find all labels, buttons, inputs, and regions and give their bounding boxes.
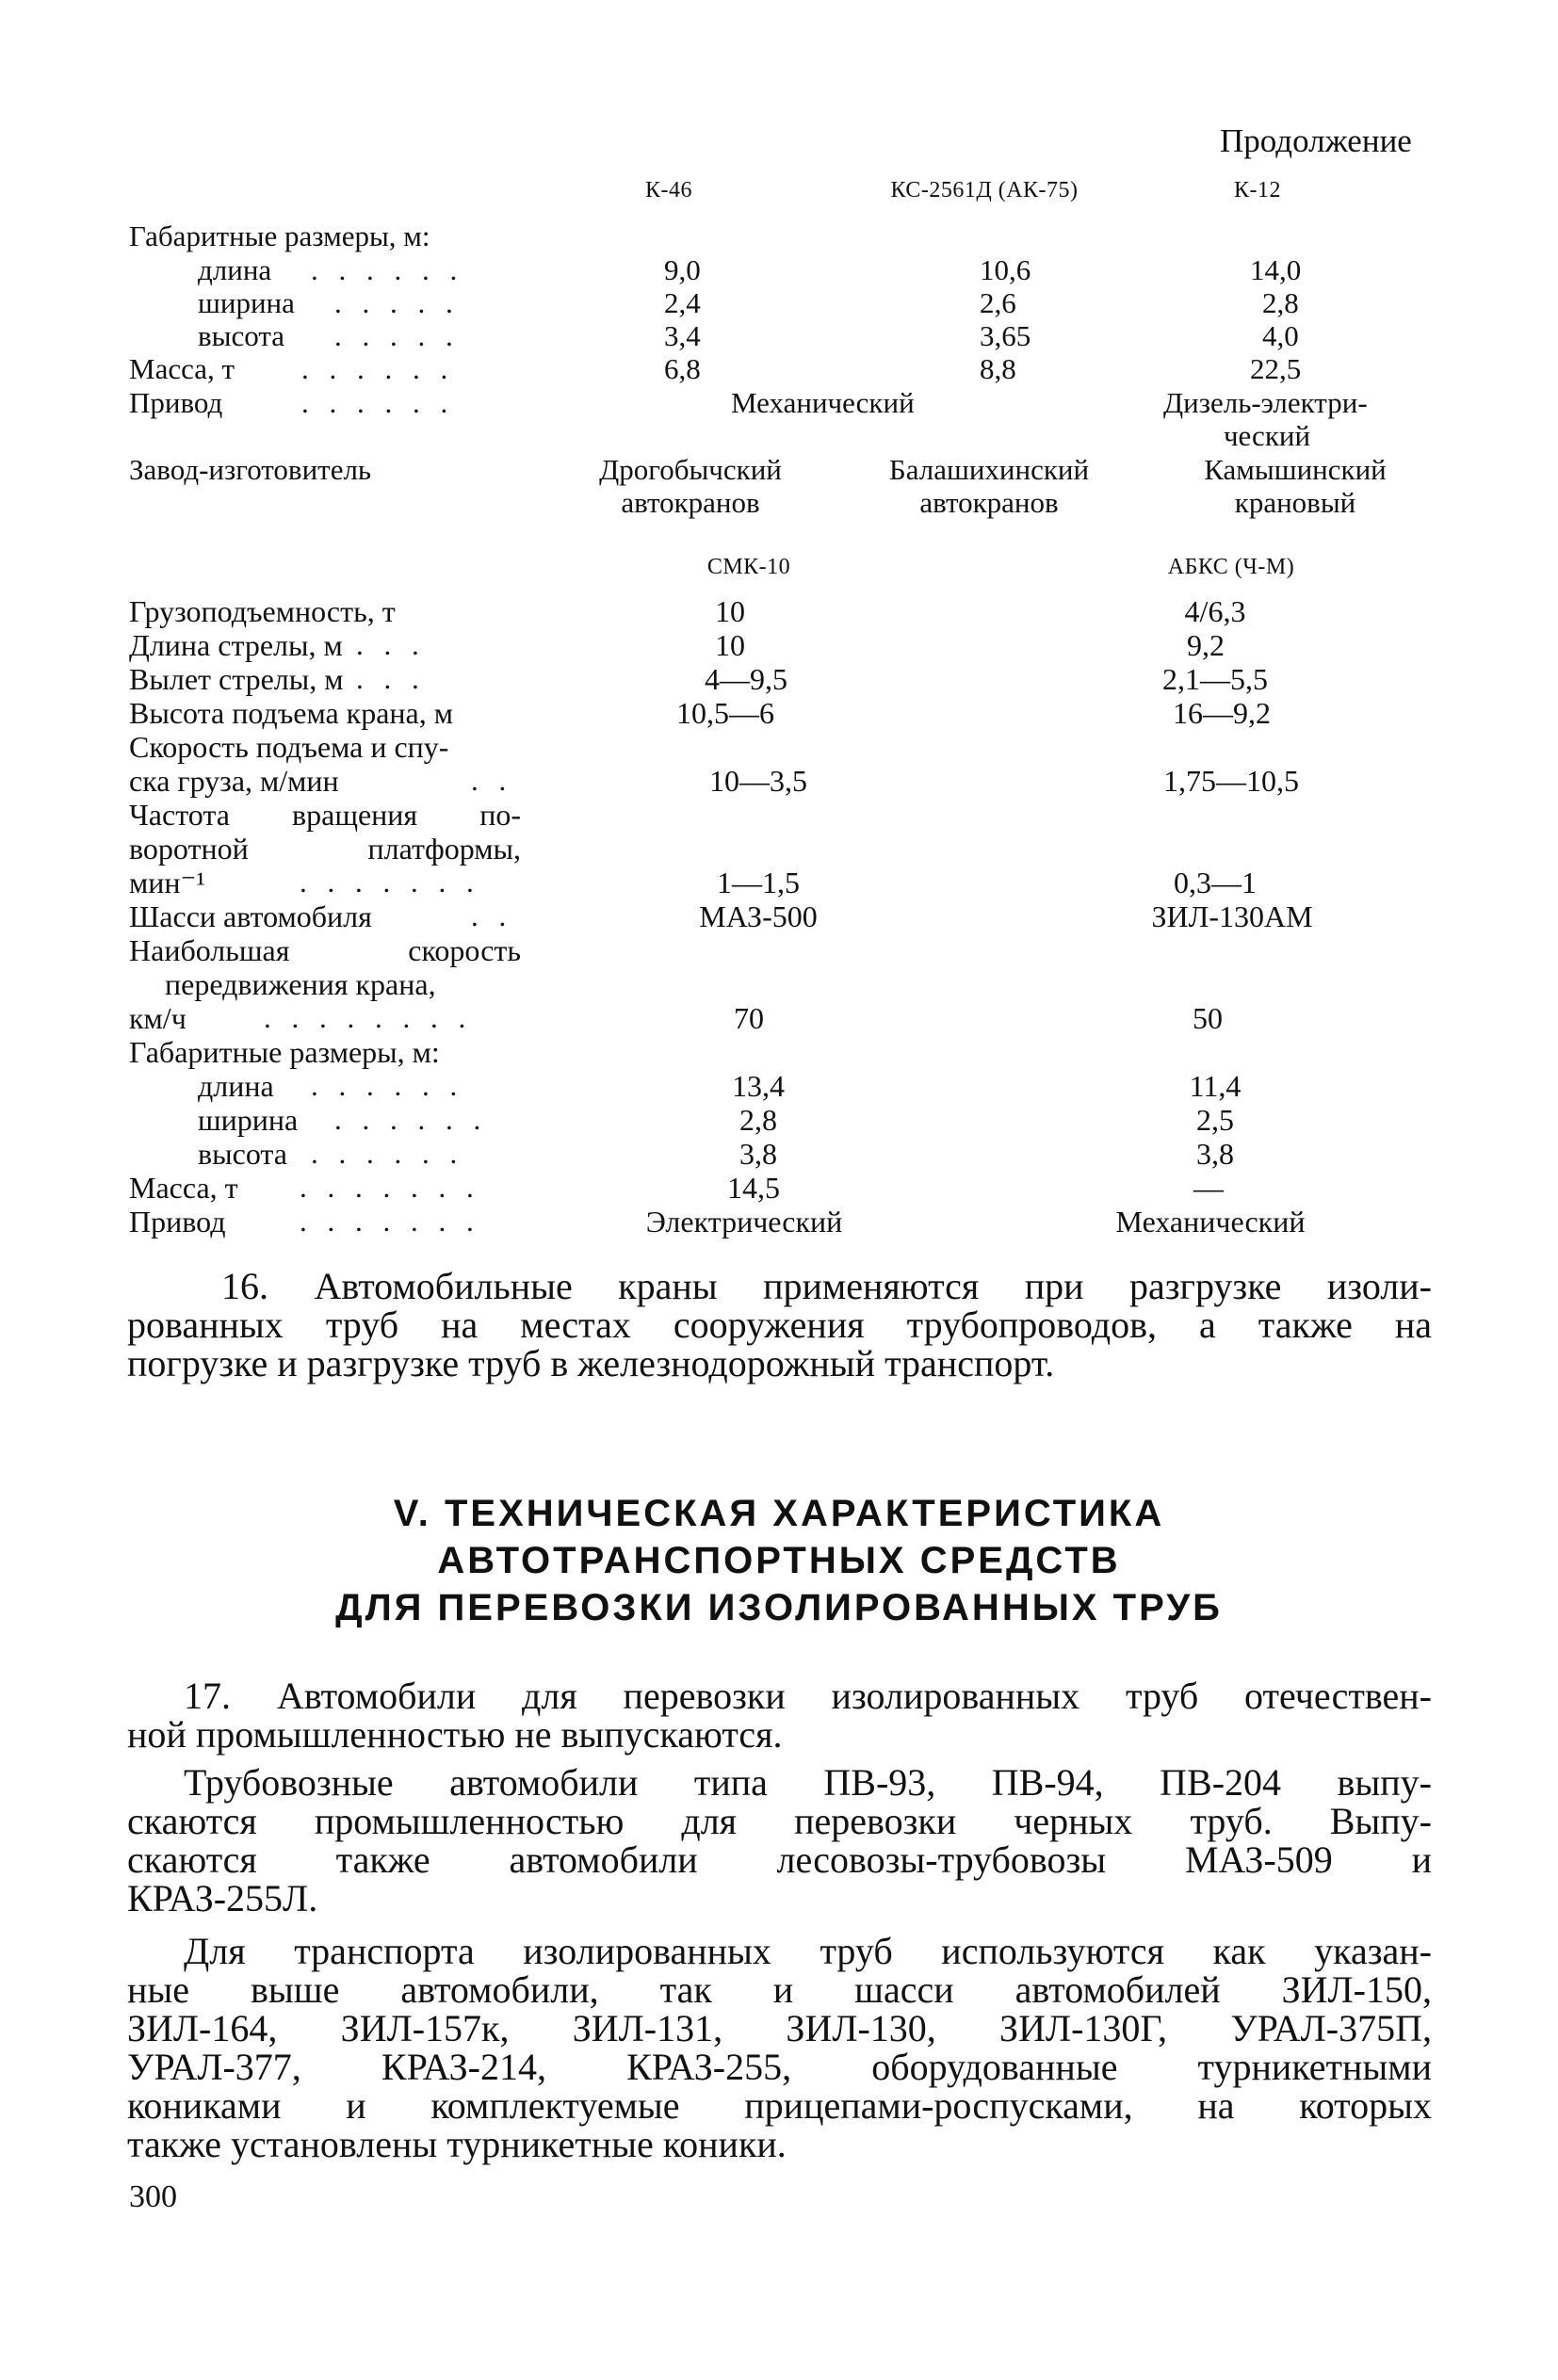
leader-dots: . . . . . . bbox=[301, 352, 455, 385]
leader-dots: . . . bbox=[356, 662, 426, 695]
row-label: передвижения крана, bbox=[165, 967, 436, 1001]
text-line: Для транспорта изолированных труб используются как указан- bbox=[184, 1930, 1432, 1972]
cell-value: 10,6 bbox=[980, 253, 1031, 286]
leader-dots: . . . . . . bbox=[301, 386, 455, 419]
cell-value: Камышинский bbox=[1204, 453, 1387, 486]
cell-value: Дрогобычский bbox=[599, 453, 782, 486]
text-line: кониками и комплектуемые прицепами-роспусками, на которых bbox=[127, 2084, 1432, 2127]
column-header: АБКС (Ч-М) bbox=[1167, 555, 1295, 579]
page-number: 300 bbox=[129, 2179, 177, 2214]
row-label: ширина bbox=[198, 1103, 299, 1137]
cell-value: 50 bbox=[1193, 1001, 1223, 1035]
leader-dots: . . . . . . bbox=[311, 253, 464, 286]
cell-value: МАЗ-500 bbox=[699, 899, 818, 933]
leader-dots: . . . . . bbox=[334, 319, 460, 352]
cell-value: 3,8 bbox=[739, 1137, 777, 1171]
cell-value: 14,5 bbox=[727, 1171, 780, 1205]
text-line: УРАЛ-377, КРАЗ-214, КРАЗ-255, оборудованные турникетными bbox=[127, 2046, 1432, 2088]
row-label: км/ч bbox=[129, 1001, 187, 1035]
row-label: Скорость подъема и спу- bbox=[129, 730, 449, 764]
cell-value: 1,75—10,5 bbox=[1163, 764, 1299, 798]
row-label: Масса, т bbox=[129, 1171, 238, 1205]
cell-value: 3,65 bbox=[980, 319, 1031, 352]
cell-value: 2,8 bbox=[739, 1103, 777, 1137]
leader-dots: . . . . . . bbox=[334, 1103, 488, 1136]
cell-value: 0,3—1 bbox=[1174, 866, 1257, 899]
text-line: скаются промышленностью для перевозки черных труб. Выпу- bbox=[127, 1800, 1432, 1842]
column-header: СМК-10 bbox=[706, 555, 791, 579]
text-line: ной промышленностью не выпускаются. bbox=[127, 1713, 783, 1756]
row-label: ска груза, м/мин bbox=[129, 764, 339, 798]
row-label: ширина bbox=[198, 286, 295, 319]
cell-value: 2,4 bbox=[664, 286, 701, 319]
cell-value: Балашихинский bbox=[888, 453, 1090, 486]
cell-value: 1—1,5 bbox=[717, 866, 800, 899]
leader-dots: . . bbox=[471, 764, 513, 797]
row-label: Привод bbox=[129, 1205, 226, 1239]
cell-value: Дизель-электри- bbox=[1163, 386, 1368, 419]
cell-value: 14,0 bbox=[1250, 253, 1302, 286]
paragraph-16 bbox=[127, 1267, 1432, 1383]
cell-value: 6,8 bbox=[664, 352, 701, 385]
cell-value: 22,5 bbox=[1250, 352, 1302, 385]
cell-value: автокранов bbox=[621, 486, 760, 519]
cell-value: — bbox=[1193, 1171, 1224, 1205]
leader-dots: . . . . . . . bbox=[300, 866, 480, 899]
row-label: Шасси автомобиля bbox=[129, 899, 372, 933]
leader-dots: . . . . . bbox=[334, 286, 460, 319]
leader-dots: . . . bbox=[356, 628, 426, 661]
cell-value: 16—9,2 bbox=[1173, 696, 1271, 730]
cell-value: 10 bbox=[715, 594, 745, 628]
cell-value: автокранов bbox=[919, 486, 1059, 519]
row-label: Наибольшая скорость bbox=[129, 933, 521, 967]
cell-value: 10,5—6 bbox=[676, 696, 774, 730]
row-label: Масса, т bbox=[129, 352, 235, 385]
row-group-label: Габаритные размеры, м: bbox=[129, 219, 430, 252]
cell-value: 3,4 bbox=[664, 319, 701, 352]
text-line: 16. Автомобильные краны применяются при разгрузке изоли- bbox=[221, 1265, 1432, 1307]
paragraph-tube-trucks bbox=[127, 1763, 1432, 1918]
cell-value: Механический bbox=[1115, 1205, 1306, 1239]
cell-value: 10—3,5 bbox=[709, 764, 807, 798]
row-group-label: Габаритные размеры, м: bbox=[129, 1035, 440, 1069]
text-line: ные выше автомобили, так и шасси автомобилей ЗИЛ-150, bbox=[127, 1968, 1432, 2011]
row-label: мин⁻¹ bbox=[129, 866, 205, 899]
row-label: воротной платформы, bbox=[129, 832, 521, 866]
text-line: погрузке и разгрузке труб в железнодорожный транспорт. bbox=[127, 1342, 1055, 1384]
row-label: Длина стрелы, м bbox=[129, 628, 343, 662]
cell-value: Механический bbox=[731, 386, 915, 419]
cell-value: 2,6 bbox=[980, 286, 1016, 319]
text-line: скаются также автомобили лесовозы-трубовозы МАЗ-509 и bbox=[127, 1838, 1432, 1881]
row-label: Завод-изготовитель bbox=[129, 453, 372, 486]
text-line: 17. Автомобили для перевозки изолированных труб отечествен- bbox=[184, 1675, 1432, 1717]
leader-dots: . . . . . . . bbox=[300, 1205, 480, 1238]
continuation-label: Продолжение bbox=[1220, 122, 1412, 159]
text-line: КРАЗ-255Л. bbox=[127, 1877, 318, 1919]
cell-value: 13,4 bbox=[732, 1069, 785, 1103]
cell-value: 8,8 bbox=[980, 352, 1016, 385]
cell-value: 11,4 bbox=[1189, 1069, 1242, 1103]
leader-dots: . . bbox=[471, 899, 513, 932]
cell-value: 3,8 bbox=[1196, 1137, 1234, 1171]
row-label: Грузоподъемность, т bbox=[129, 594, 396, 628]
paragraph-17 bbox=[127, 1676, 1432, 1754]
text-line: также установлены турникетные коники. bbox=[127, 2123, 787, 2165]
column-header: КС-2561Д (АК-75) bbox=[890, 178, 1079, 202]
leader-dots: . . . . . . bbox=[311, 1069, 464, 1102]
text-line: Трубовозные автомобили типа ПВ-93, ПВ-94, ПВ-204 выпу- bbox=[184, 1761, 1432, 1804]
cell-value: Электрический bbox=[645, 1205, 843, 1239]
row-label: длина bbox=[198, 253, 272, 286]
cell-value: 9,0 bbox=[664, 253, 701, 286]
text-line: ЗИЛ-164, ЗИЛ-157к, ЗИЛ-131, ЗИЛ-130, ЗИЛ-130Г, УРАЛ-375П, bbox=[127, 2007, 1432, 2049]
text-line: рованных труб на местах сооружения трубопроводов, а также на bbox=[127, 1303, 1432, 1346]
paragraph-transport bbox=[127, 1932, 1432, 2163]
section-title-line: ДЛЯ ПЕРЕВОЗКИ ИЗОЛИРОВАННЫХ ТРУБ bbox=[335, 1587, 1223, 1628]
row-label: Вылет стрелы, м bbox=[129, 662, 344, 696]
column-header: К-46 bbox=[645, 178, 692, 202]
section-title-line: АВТОТРАНСПОРТНЫХ СРЕДСТВ bbox=[437, 1540, 1121, 1581]
row-label: высота bbox=[198, 1137, 287, 1171]
cell-value: 2,8 bbox=[1262, 286, 1299, 319]
leader-dots: . . . . . . bbox=[311, 1137, 464, 1170]
cell-value: 4/6,3 bbox=[1184, 594, 1246, 628]
row-label: Высота подъема крана, м bbox=[129, 696, 453, 730]
leader-dots: . . . . . . . bbox=[300, 1171, 480, 1204]
cell-value: ЗИЛ-130АМ bbox=[1151, 899, 1313, 933]
cell-value: крановый bbox=[1234, 486, 1356, 519]
cell-value: ческий bbox=[1223, 419, 1311, 452]
column-header: К-12 bbox=[1234, 178, 1281, 202]
row-label: длина bbox=[198, 1069, 274, 1103]
cell-value: 2,1—5,5 bbox=[1162, 662, 1268, 696]
cell-value: 70 bbox=[734, 1001, 764, 1035]
cell-value: 4,0 bbox=[1262, 319, 1299, 352]
section-title-line: V. ТЕХНИЧЕСКАЯ ХАРАКТЕРИСТИКА bbox=[393, 1493, 1165, 1534]
row-label: высота bbox=[198, 319, 285, 352]
row-label: Частота вращения по- bbox=[129, 798, 521, 832]
cell-value: 4—9,5 bbox=[705, 662, 787, 696]
cell-value: 9,2 bbox=[1187, 628, 1225, 662]
leader-dots: . . . . . . . . bbox=[264, 1001, 473, 1034]
row-label: Привод bbox=[129, 386, 223, 419]
cell-value: 2,5 bbox=[1196, 1103, 1234, 1137]
cell-value: 10 bbox=[715, 628, 745, 662]
